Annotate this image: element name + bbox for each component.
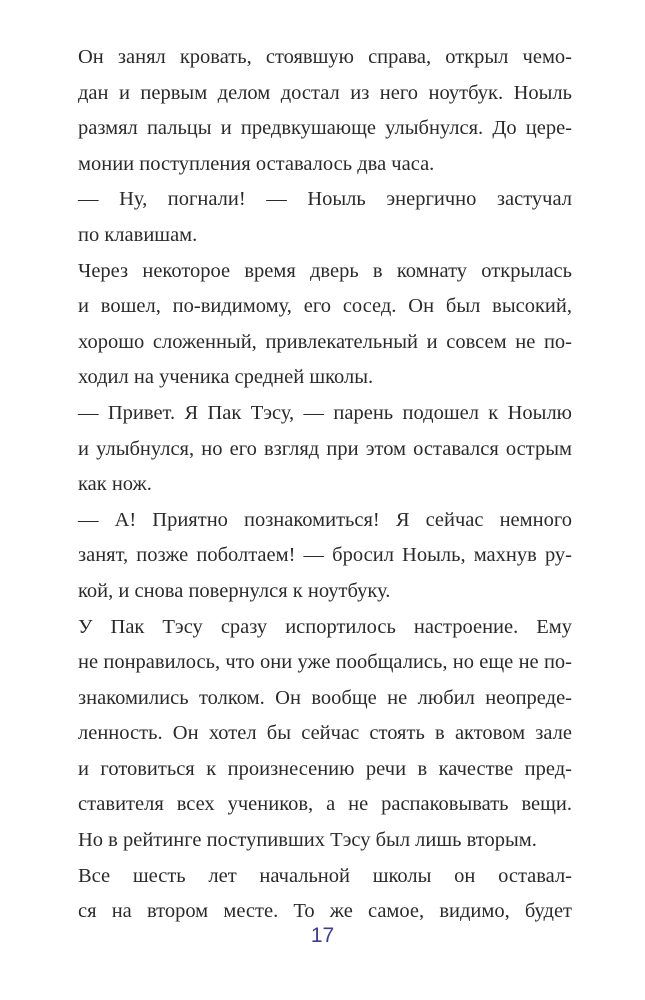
body-text [78,40,572,930]
text-line: — Ну, погнали! — Ноыль энергично застучал [78,188,572,211]
text-line: ходил на ученика средней школы. [78,366,374,389]
text-line: размял пальцы и предвкушающе улыбнулся. До цере- [78,117,572,140]
text-line: монии поступления оставалось два часа. [78,152,435,175]
text-line: по клавишам. [78,223,198,246]
text-line: — А! Приятно познакомиться! Я сейчас немного [78,508,572,531]
text-line: как нож. [78,473,152,496]
page-number: 17 [310,924,335,947]
text-line: ленность. Он хотел бы сейчас стоять в актовом зале [78,722,572,745]
text-line: дан и первым делом достал из него ноутбук. Ноыль [78,81,572,104]
text-line: и вошел, по-видимому, его сосед. Он был высокий, [78,295,572,318]
text-line: ставителя всех учеников, а не распаковывать вещи. [78,793,572,816]
text-line: и готовиться к произнесению речи в качестве пред- [78,757,572,780]
text-line: Все шесть лет начальной школы он оставал- [78,864,572,887]
text-line: Он занял кровать, стоявшую справа, открыл чемо- [78,46,572,68]
text-line: знакомились толком. Он вообще не любил неопреде- [78,686,572,709]
text-line: занят, позже поболтаем! — бросил Ноыль, махнув ру- [78,544,572,567]
text-line: Через некоторое время дверь в комнату открылась [78,259,572,282]
text-line: У Пак Тэсу сразу испортилось настроение. Ему [78,615,572,638]
text-line: — Привет. Я Пак Тэсу, — парень подошел к Ноылю [78,401,572,424]
text-line: хорошо сложенный, привлекательный и совсем не по- [78,330,572,353]
text-line: и улыбнулся, но его взгляд при этом оставался острым [78,437,572,460]
text-line: не понравилось, что они уже пообщались, но еще не по- [78,651,572,674]
text-line: ся на втором месте. То же самое, видимо, будет [78,900,572,923]
text-line: Но в рейтинге поступивших Тэсу был лишь вторым. [78,829,537,852]
text-line: кой, и снова повернулся к ноутбуку. [78,579,391,602]
